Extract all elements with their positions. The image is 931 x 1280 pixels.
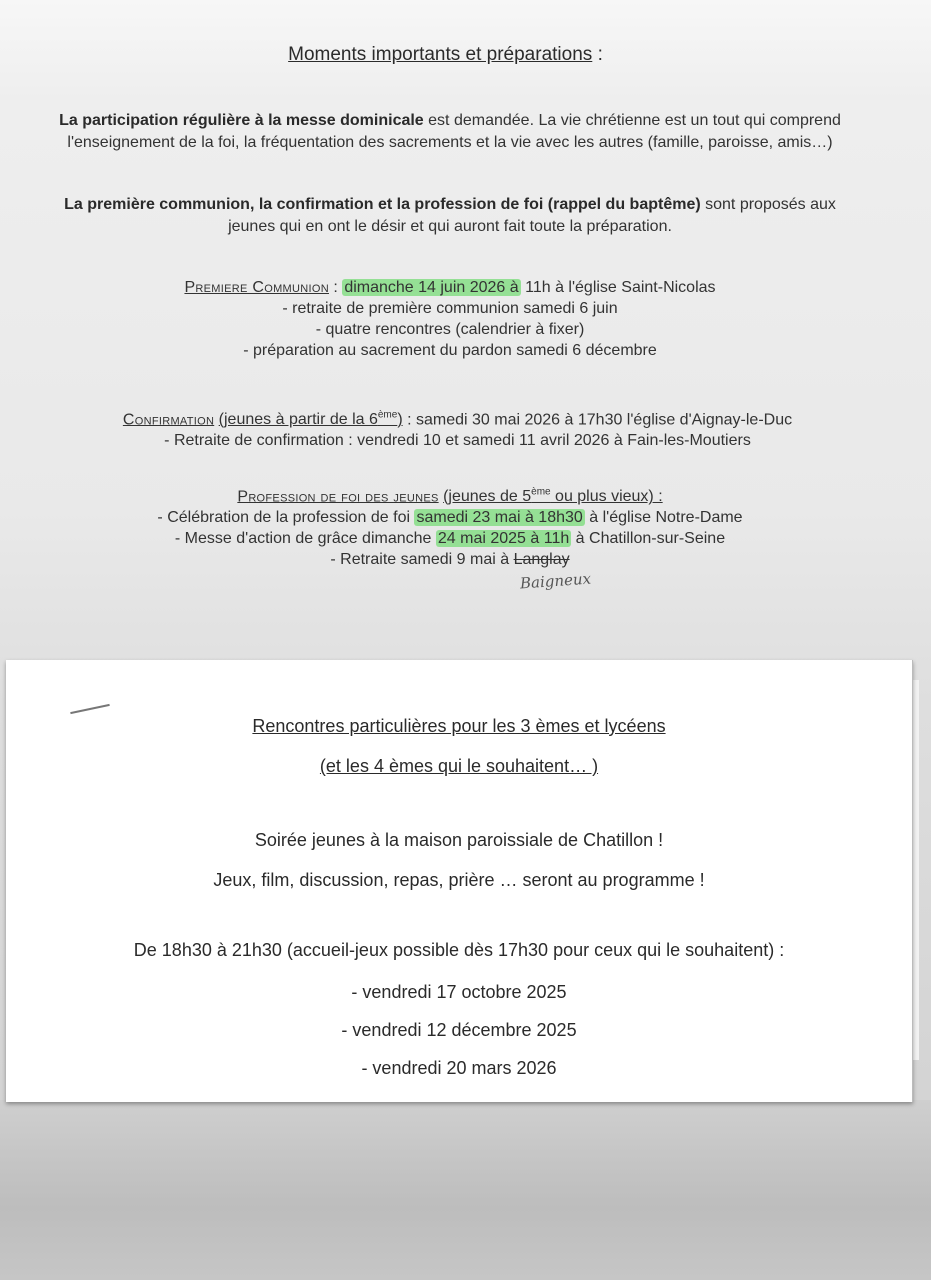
card-line: Soirée jeunes à la maison paroissiale de Chatillon ! <box>254 830 664 850</box>
communion-item: - quatre rencontres (calendrier à fixer) <box>315 321 585 338</box>
profession-heading: Profession de foi des jeunes <box>237 488 439 506</box>
card-date: - vendredi 20 mars 2026 <box>361 1058 557 1078</box>
profession-date-highlight: samedi 23 mai à 18h30 <box>416 509 583 527</box>
profession-heading-line: Profession de foi des jeunes (jeunes de 5ème ou plus vieux) : <box>237 487 663 506</box>
profession-section <box>0 482 900 570</box>
card-title: Rencontres particulières pour les 3 èmes et lycéens <box>252 716 666 736</box>
scan-shadow <box>0 1100 931 1280</box>
intro-paragraph-2: La première communion, la confirmation et la profession de foi (rappel du baptême) sont proposés aux jeunes qui en ont le désir et qui auront fait toute la préparation. <box>64 196 836 235</box>
profession-item: - Messe d'action de grâce dimanche 24 mai 2025 à 11h à Chatillon-sur-Seine <box>174 530 726 548</box>
youth-evenings-card <box>6 660 913 1102</box>
page-title: Moments importants et préparations : <box>288 44 603 65</box>
communion-heading: Premiere Communion <box>184 279 329 296</box>
profession-item: - Retraite samedi 9 mai à Langlay <box>330 551 570 569</box>
communion-date-highlight: dimanche 14 juin 2026 à <box>344 279 519 296</box>
confirmation-heading: Confirmation <box>122 411 215 429</box>
pen-mark <box>70 704 110 714</box>
confirmation-section <box>0 405 923 451</box>
card-schedule: De 18h30 à 21h30 (accueil-jeux possible dès 17h30 pour ceux qui le souhaitent) : <box>133 940 785 960</box>
intro-paragraph-1: La participation régulière à la messe dominicale est demandée. La vie chrétienne est un tout qui comprend l'enseignement de la foi, la fréquentation des sacrements et la vie avec les autres (famille, paroisse, amis…) <box>59 112 841 151</box>
profession-item: - Célébration de la profession de foi samedi 23 mai à 18h30 à l'église Notre-Dame <box>157 509 743 527</box>
confirmation-retreat: - Retraite de confirmation : vendredi 10 et samedi 11 avril 2026 à Fain-les-Moutiers <box>164 432 751 450</box>
card-date: - vendredi 17 octobre 2025 <box>351 982 567 1002</box>
communion-heading-line: Premiere Communion : dimanche 14 juin 2026 à 11h à l'église Saint-Nicolas <box>184 279 716 296</box>
card-line: Jeux, film, discussion, repas, prière … seront au programme ! <box>213 870 705 890</box>
communion-item: - préparation au sacrement du pardon samedi 6 décembre <box>243 342 657 359</box>
communion-item: - retraite de première communion samedi 6 juin <box>282 300 618 317</box>
card-date: - vendredi 12 décembre 2025 <box>341 1020 577 1040</box>
thanksgiving-date-highlight: 24 mai 2025 à 11h <box>437 530 570 548</box>
handwritten-correction: Baigneux <box>519 569 592 593</box>
confirmation-heading-line: Confirmation (jeunes à partir de la 6ème) : samedi 30 mai 2026 à 17h30 l'église d'Aignay-le-Duc <box>122 410 793 429</box>
card-subtitle: (et les 4 èmes qui le souhaitent… ) <box>319 756 599 776</box>
communion-section <box>0 277 900 361</box>
struck-location: Langlay <box>513 551 570 569</box>
